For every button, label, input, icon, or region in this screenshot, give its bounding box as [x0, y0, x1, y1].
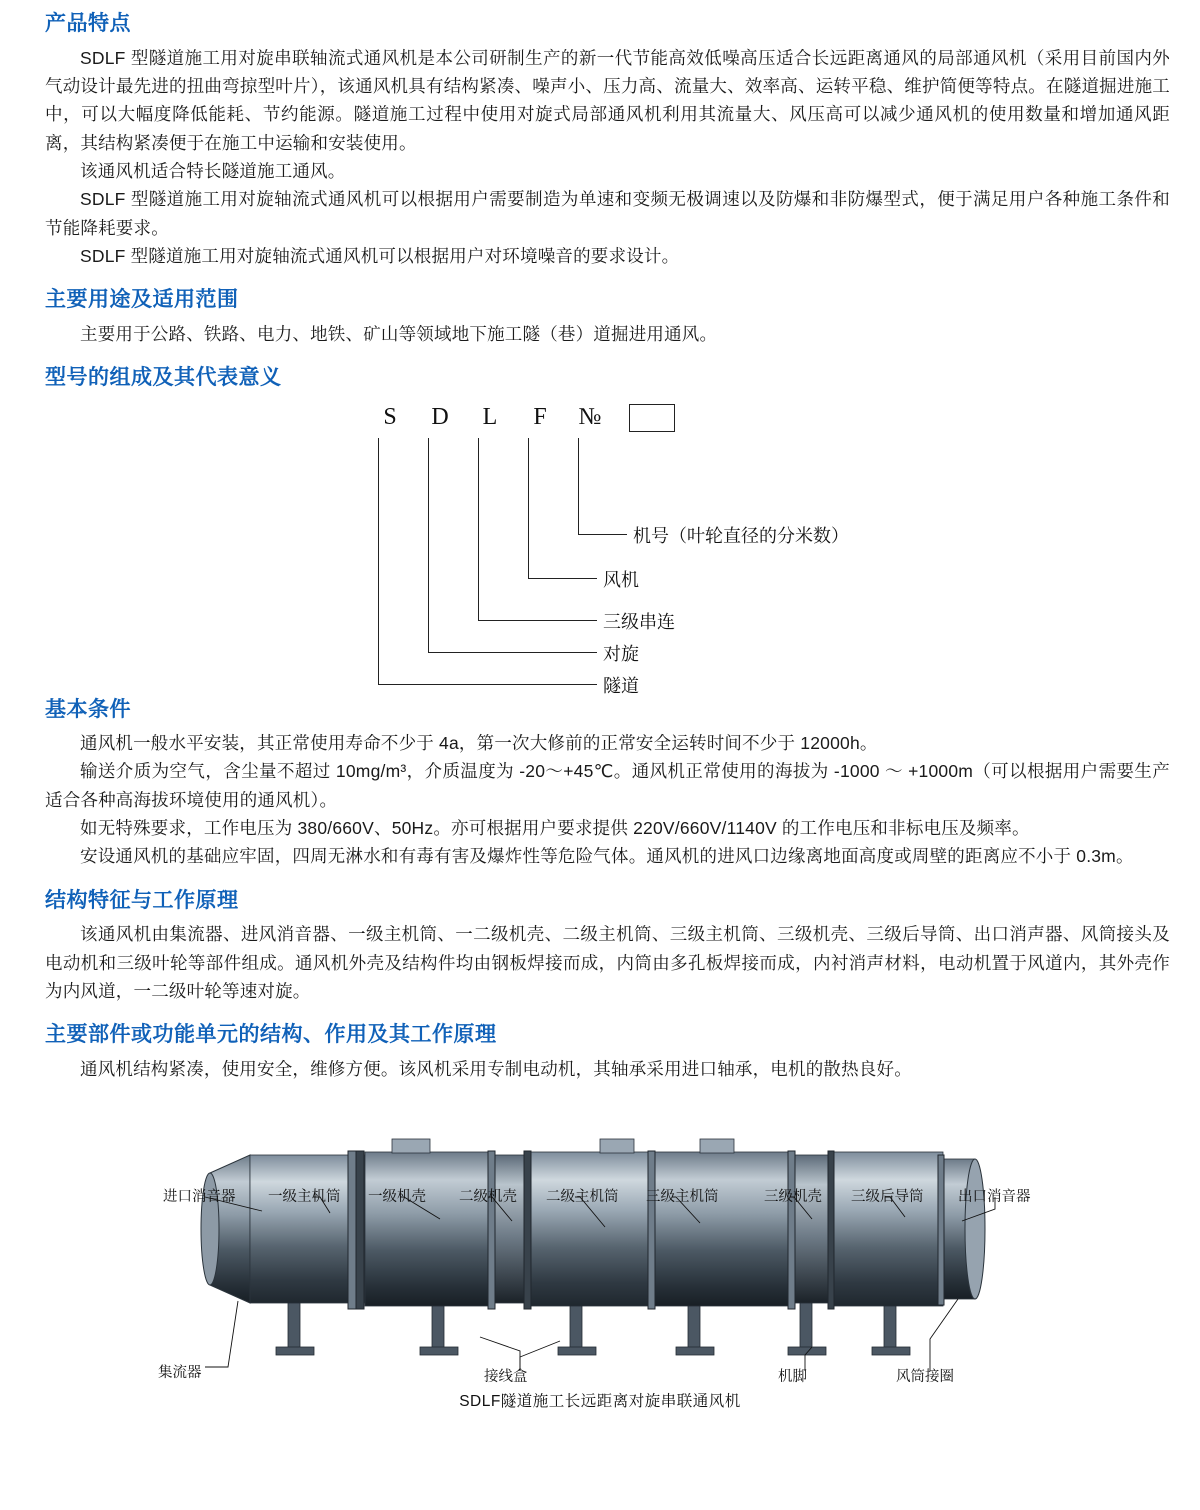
callout-inlet-silencer: 进口消音器 [163, 1189, 236, 1206]
paragraph: 该通风机适合特长隧道施工通风。 [80, 160, 346, 181]
paragraph: SDLF 型隧道施工用对旋串联轴流式通风机是本公司研制生产的新一代节能高效低噪高压适合长远距离通风的局部通风机（采用目前国内外气动设计最先进的扭曲弯掠型叶片），该通风机具有结构紧凑、噪声小、压力高、流量大、效率高、运转平稳、维护简便等特点。在隧道掘进施工中，可以大幅度降低能耗、节约能源。隧道施工过程中使用对旋式局部通风机利用其流量大、风压高可以减少通风机的使用数量和增加通风距离，其结构紧凑便于在施工中运输和安装使用。 [45, 47, 1170, 153]
paragraph: 安设通风机的基础应牢固，四周无淋水和有毒有害及爆炸性等危险气体。通风机的进风口边缘离地面高度或周壁的距离应不小于 0.3m。 [80, 846, 1134, 867]
leader-label-2: 风机 [603, 569, 639, 590]
callout-stage3-rear-guide-barrel: 三级后导筒 [851, 1189, 924, 1206]
section-heading-main-components: 主要部件或功能单元的结构、作用及其工作原理 [45, 1023, 497, 1047]
section-heading-applications: 主要用途及适用范围 [45, 288, 239, 312]
leader-label-4: 对旋 [603, 643, 639, 664]
paragraph: 该通风机由集流器、进风消音器、一级主机筒、一二级机壳、二级主机筒、三级主机筒、三级机壳、三级后导筒、出口消声器、风筒接头及电动机和三级叶轮等部件组成。通风机外壳及结构件均由钢板焊接而成，内筒由多孔板焊接而成，内衬消声材料，电动机置于风道内，其外壳作为内风道，一二级叶轮等速对旋。 [45, 924, 1170, 1001]
model-letter-no: № [578, 403, 602, 430]
paragraph: 主要用于公路、铁路、电力、地铁、矿山等领域地下施工隧（巷）道掘进用通风。 [80, 323, 718, 344]
model-letter-d: D [431, 403, 449, 430]
figure-caption: SDLF隧道施工长远距离对旋串联通风机 [459, 1393, 741, 1411]
model-letter-f: F [533, 403, 547, 430]
callout-collector: 集流器 [158, 1365, 202, 1382]
paragraph: 通风机结构紧凑，使用安全，维修方便。该风机采用专制电动机，其轴承采用进口轴承，电机的散热良好。 [80, 1058, 912, 1079]
callout-stage2-casing: 二级机壳 [459, 1189, 517, 1206]
model-letter-s: S [383, 403, 397, 430]
model-number-box [629, 404, 675, 432]
paragraph: 输送介质为空气，含尘量不超过 10mg/m³，介质温度为 -20～+45℃。通风机正常使用的海拔为 -1000 ～ +1000m（可以根据用户需要生产适合各种高海拔环境使用的通风机）。 [45, 761, 1170, 810]
model-code-letters [365, 404, 675, 432]
leader-label-5: 隧道 [603, 675, 639, 696]
callout-stage1-casing: 一级机壳 [368, 1189, 426, 1206]
callout-outlet-silencer: 出口消音器 [958, 1189, 1031, 1206]
model-letter-l: L [482, 403, 498, 430]
callout-stage3-main-barrel: 三级主机筒 [646, 1189, 719, 1206]
callout-duct-connecting-ring: 风筒接圈 [896, 1369, 954, 1386]
fan-assembly-figure [0, 1089, 1200, 1419]
callout-machine-foot: 机脚 [778, 1369, 807, 1386]
section-heading-structure-principle: 结构特征与工作原理 [45, 888, 239, 912]
paragraph: 通风机一般水平安装，其正常使用寿命不少于 4a，第一次大修前的正常安全运转时间不少于 12000h。 [80, 733, 878, 754]
section-heading-basic-conditions: 基本条件 [45, 697, 131, 721]
paragraph: 如无特殊要求，工作电压为 380/660V、50Hz。亦可根据用户要求提供 220V/660V/1140V 的工作电压和非标电压及频率。 [80, 818, 1030, 839]
section-heading-product-features: 产品特点 [45, 12, 131, 35]
section-heading-model-code: 型号的组成及其代表意义 [45, 366, 282, 390]
callout-junction-box: 接线盒 [484, 1369, 528, 1386]
paragraph: SDLF 型隧道施工用对旋轴流式通风机可以根据用户对环境噪音的要求设计。 [80, 245, 680, 266]
paragraph: SDLF 型隧道施工用对旋轴流式通风机可以根据用户需要制造为单速和变频无极调速以及防爆和非防爆型式，便于满足用户各种施工条件和节能降耗要求。 [45, 189, 1170, 238]
leader-label-3: 三级串连 [603, 611, 675, 632]
callout-stage3-casing: 三级机壳 [764, 1189, 822, 1206]
leader-label-1: 机号（叶轮直径的分米数） [633, 525, 849, 546]
callout-stage1-main-barrel: 一级主机筒 [268, 1189, 341, 1206]
callout-stage2-main-barrel: 二级主机筒 [546, 1189, 619, 1206]
model-code-diagram [45, 403, 1155, 696]
leader-line-5 [378, 438, 597, 685]
